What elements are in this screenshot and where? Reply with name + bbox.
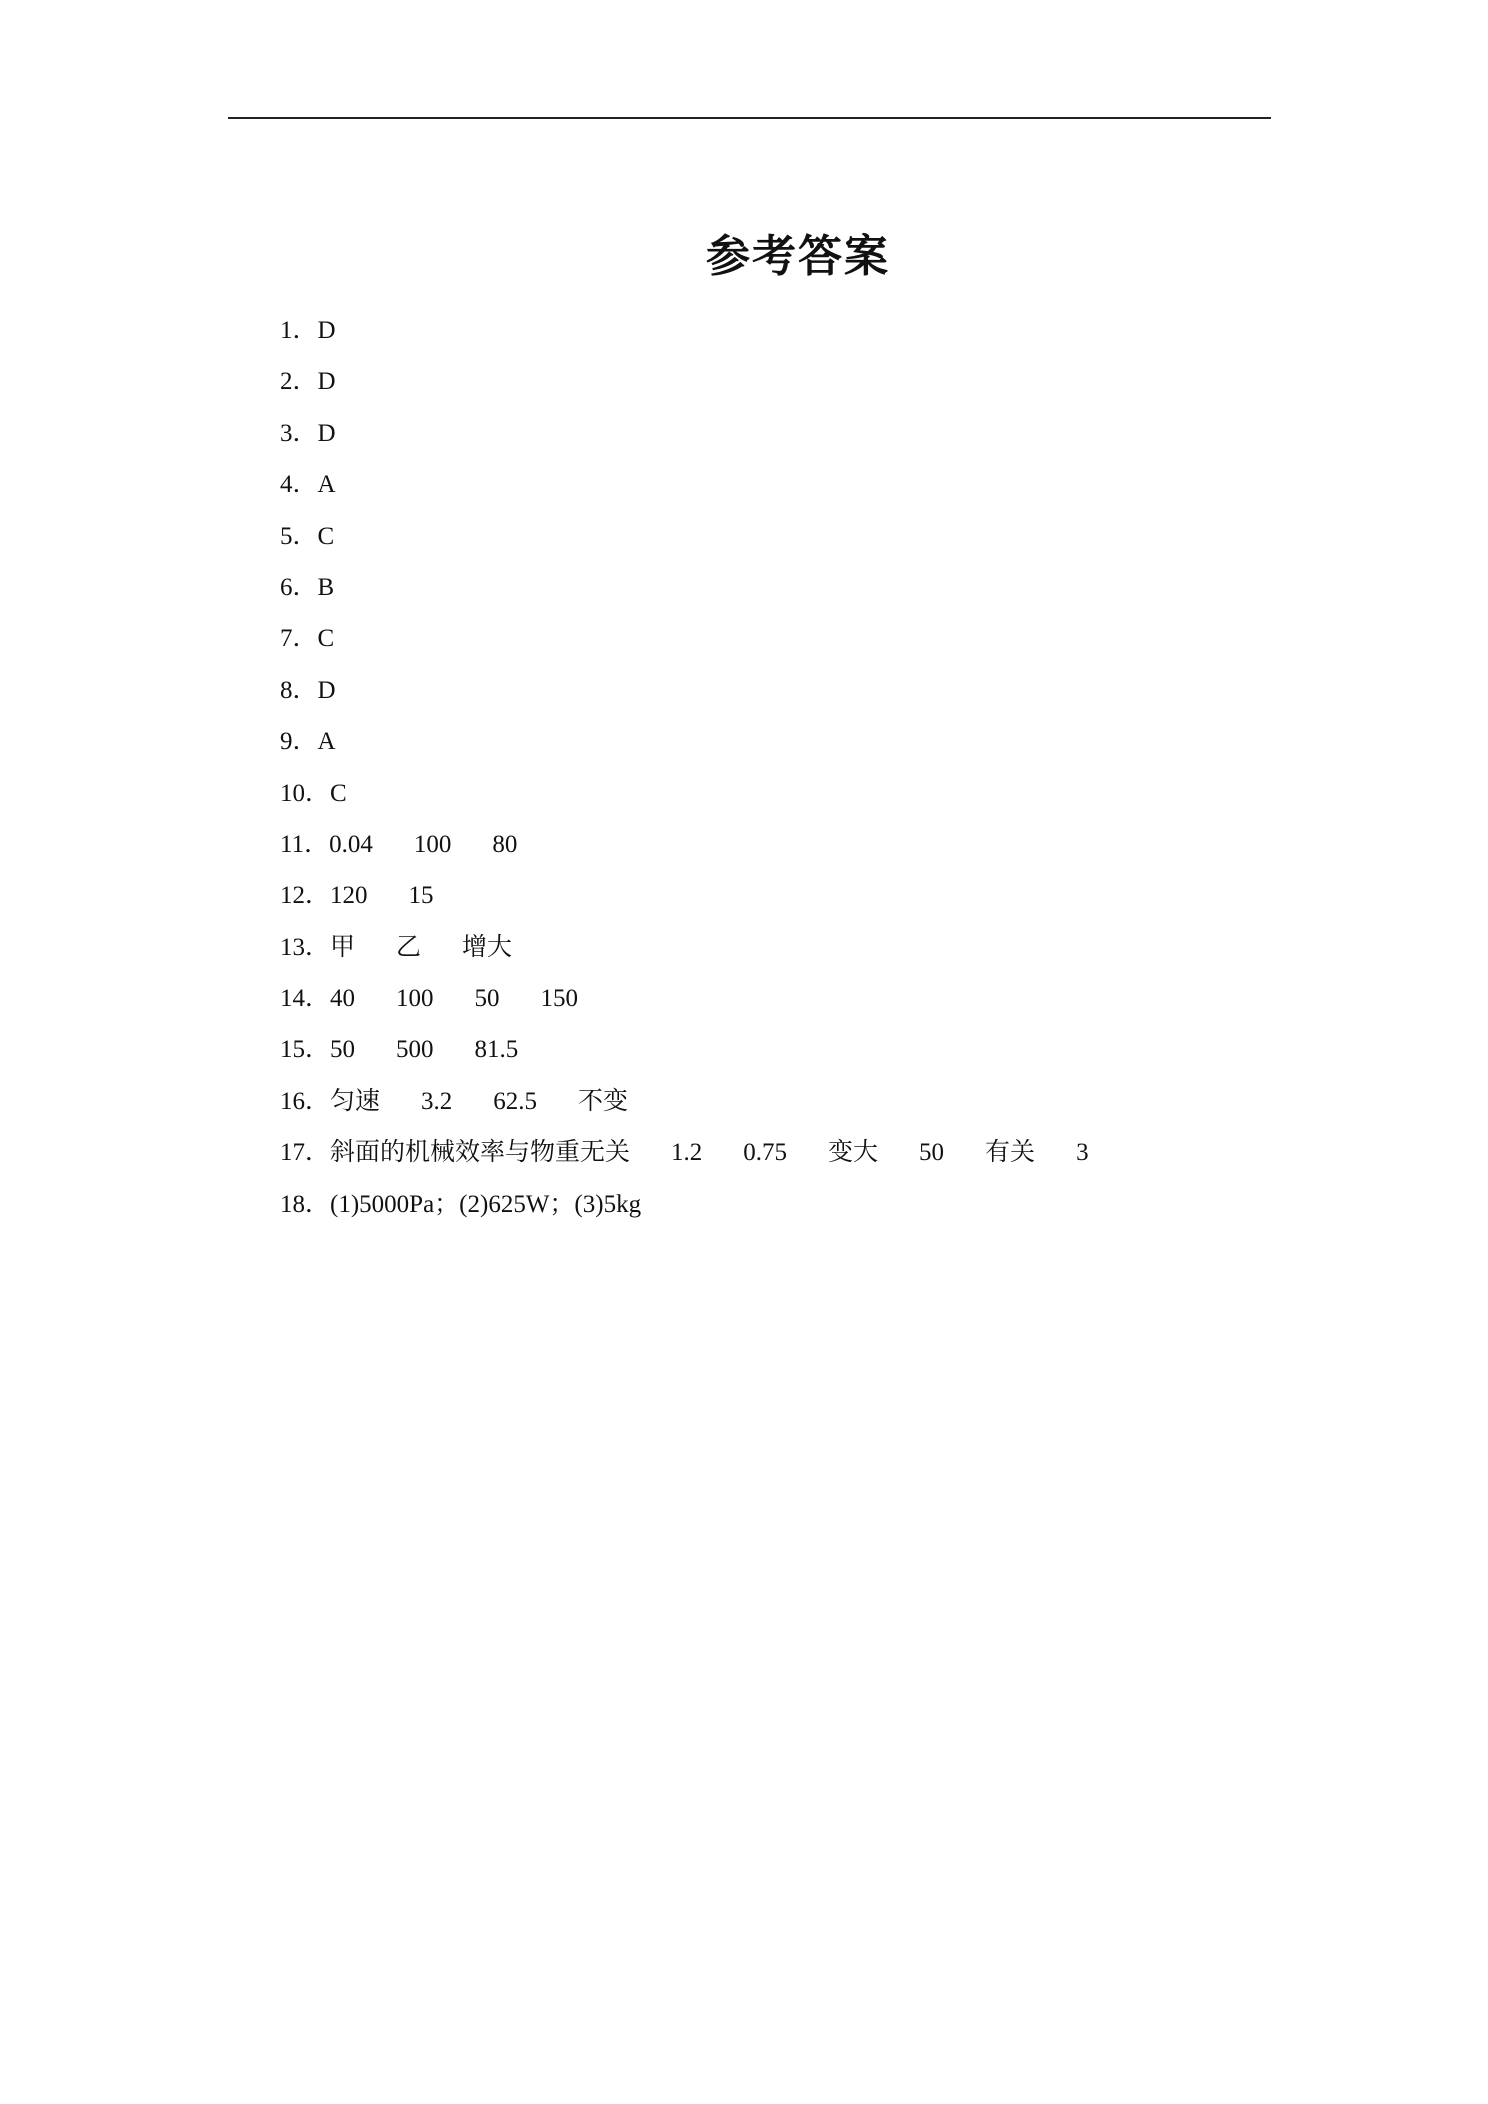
answer-value: 50 (474, 985, 500, 1013)
answer-number: 2． (280, 368, 318, 396)
answer-value: 100 (396, 985, 434, 1013)
answer-value: C (330, 779, 347, 807)
answer-row (280, 315, 1089, 366)
answer-value: 50 (919, 1139, 945, 1167)
answer-row (280, 366, 1089, 417)
answer-row (280, 778, 1089, 829)
answer-value: 1.2 (671, 1139, 703, 1167)
answer-number: 18． (280, 1190, 331, 1218)
answer-row (280, 1086, 1089, 1137)
answer-value: 甲 (330, 933, 356, 961)
answer-number: 12． (280, 882, 331, 910)
answer-value: D (317, 676, 336, 704)
answer-value: C (317, 522, 335, 550)
answer-value: 62.5 (493, 1087, 538, 1115)
answer-value: D (317, 419, 336, 447)
answer-value: 3 (1076, 1139, 1089, 1167)
answer-value: 40 (330, 985, 356, 1013)
answer-list (280, 315, 1089, 1240)
answer-row (280, 1034, 1089, 1085)
answer-row (280, 623, 1089, 674)
answer-value: 50 (330, 1036, 356, 1064)
answer-number: 17． (280, 1139, 331, 1167)
answer-row (280, 932, 1089, 983)
answer-row (280, 675, 1089, 726)
answer-value: 增大 (462, 933, 513, 961)
answer-value: 0.75 (743, 1139, 788, 1167)
answer-number: 9． (280, 728, 318, 756)
answer-value: (1)5000Pa；(2)625W；(3)5kg (330, 1190, 642, 1218)
answer-number: 5． (280, 522, 318, 550)
answer-row (280, 1137, 1089, 1188)
answer-number: 6． (280, 573, 318, 601)
answer-number: 4． (280, 471, 318, 499)
answer-number: 15． (280, 1036, 331, 1064)
answer-value: 不变 (578, 1087, 629, 1115)
answer-row (280, 418, 1089, 469)
answer-value: 斜面的机械效率与物重无关 (330, 1139, 631, 1167)
answer-value: 100 (413, 830, 452, 858)
answer-value: B (317, 573, 335, 601)
answer-row (280, 880, 1089, 931)
answer-value: 120 (330, 882, 368, 910)
answer-value: 500 (396, 1036, 434, 1064)
answer-row (280, 983, 1089, 1034)
answer-row (280, 726, 1089, 777)
page-title: 参考答案 (706, 231, 890, 282)
answer-number: 16． (280, 1087, 331, 1115)
answer-number: 13． (280, 933, 331, 961)
answer-value: D (317, 368, 336, 396)
answer-value: 80 (492, 830, 518, 858)
answer-number: 7． (280, 625, 318, 653)
answer-number: 1． (280, 317, 318, 344)
answer-value: 150 (540, 985, 579, 1013)
answer-value: 有关 (985, 1139, 1036, 1167)
answer-number: 10． (280, 779, 331, 807)
answer-row (280, 572, 1089, 623)
answer-number: 3． (280, 419, 318, 447)
answer-number: 14． (280, 985, 331, 1013)
answer-value: A (317, 728, 336, 756)
answer-number: 8． (280, 676, 318, 704)
answer-value: 0.04 (329, 830, 373, 858)
answer-value: 匀速 (330, 1087, 381, 1115)
answer-row (280, 469, 1089, 520)
answer-value: D (317, 317, 336, 344)
answer-value: 3.2 (421, 1087, 453, 1115)
answer-row (280, 1189, 1089, 1240)
answer-row (280, 521, 1089, 572)
answer-row (280, 829, 1089, 880)
answer-value: 变大 (828, 1139, 879, 1167)
answer-value: A (317, 471, 336, 499)
answer-number: 11． (280, 830, 330, 858)
answer-value: 81.5 (474, 1036, 519, 1064)
answer-value: 15 (408, 882, 434, 910)
header-rule (228, 117, 1271, 119)
answer-value: 乙 (396, 933, 422, 961)
answer-value: C (317, 625, 335, 653)
